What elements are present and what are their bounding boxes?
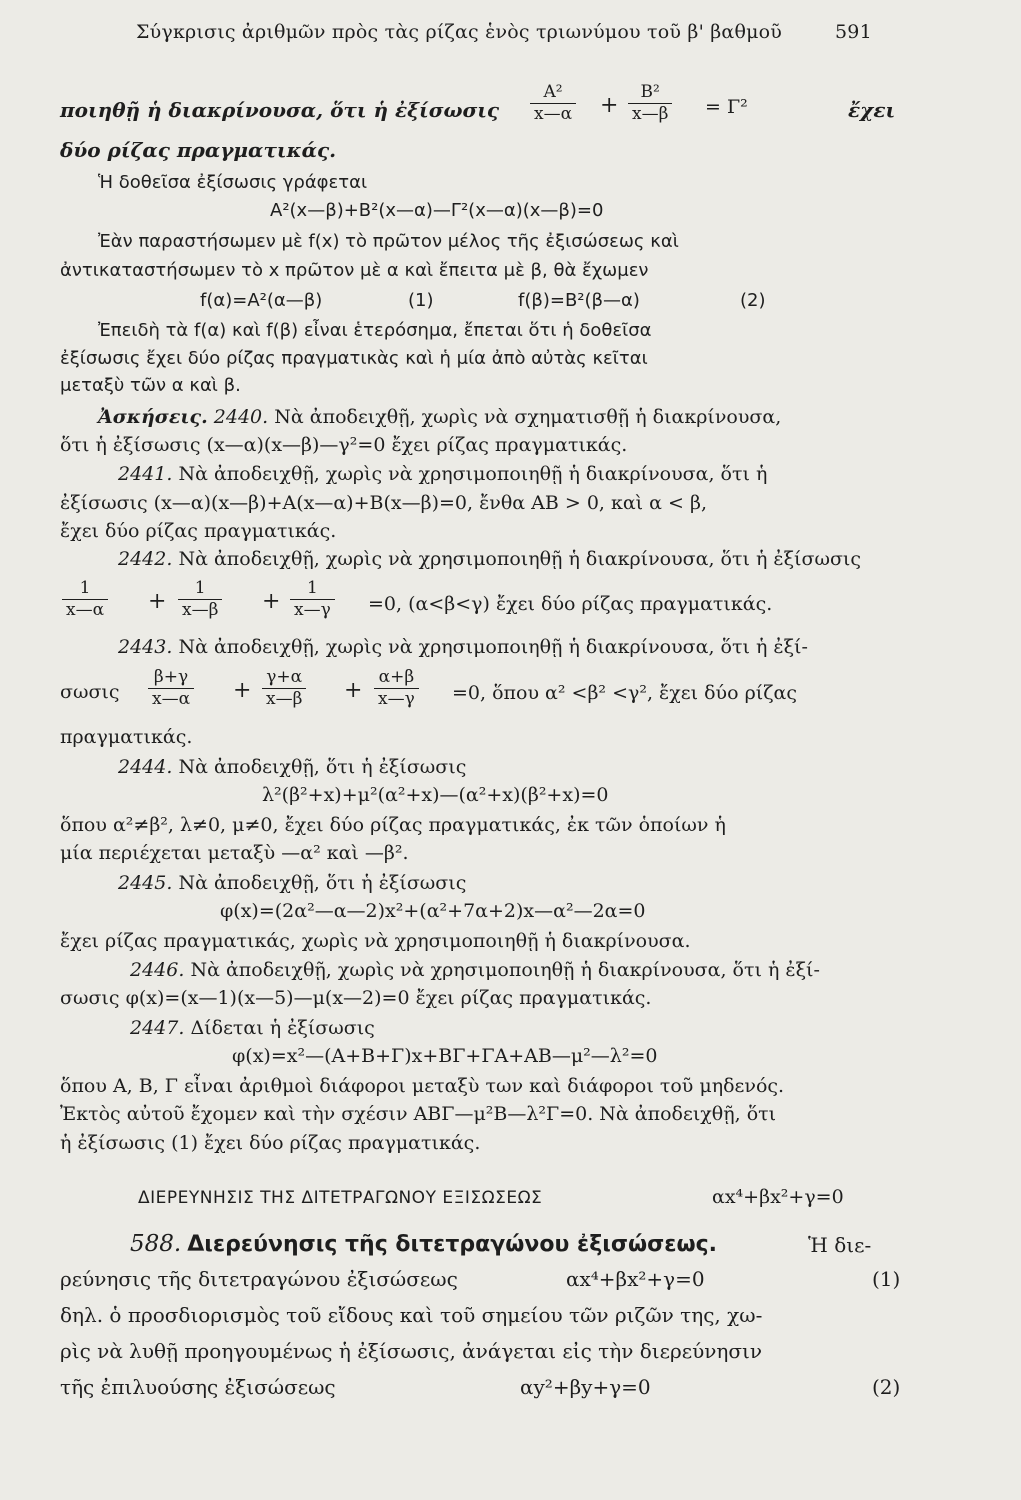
- fraction-denominator: x—α: [148, 688, 194, 710]
- plus-sign: +: [233, 678, 252, 703]
- fraction-numerator: 1: [306, 578, 318, 598]
- fraction-numerator: γ+α: [266, 667, 303, 687]
- proof-line6: μεταξὺ τῶν α καὶ β.: [60, 375, 241, 396]
- exercise-number: 2445.: [118, 872, 173, 894]
- proof-equation2b-tag: (2): [740, 290, 766, 311]
- fraction-numerator: B²: [640, 82, 660, 102]
- intro-lead: ποιηθῇ ἡ διακρίνουσα, ὅτι ἡ ἐξίσωσις: [60, 98, 500, 122]
- proof-equation2a-tag: (1): [408, 290, 434, 311]
- fraction-denominator: x—β: [628, 103, 672, 125]
- fraction-numerator: 1: [194, 578, 206, 598]
- intro-line2: δύο ρίζας πραγματικάς.: [60, 138, 337, 162]
- fraction-denominator: x—β: [262, 688, 306, 710]
- page-number: 591: [835, 21, 872, 43]
- exercise-text: Νὰ ἀποδειχθῇ, χωρὶς νὰ χρησιμοποιηθῇ ἡ διακρίνουσα, ὅτι ἡ: [178, 463, 768, 485]
- exercise-number: 2444.: [118, 756, 173, 778]
- fraction-alpha-beta: [374, 667, 419, 710]
- fraction-denominator: x—α: [530, 103, 576, 125]
- proof-line4: Ἐπειδὴ τὰ f(α) καὶ f(β) εἶναι ἑτερόσημα, ἔπεται ὅτι ἡ δοθεῖσα: [98, 320, 652, 341]
- exercise-2444: [118, 755, 466, 779]
- exercise-number: 2442.: [118, 548, 173, 570]
- fraction-numerator: A²: [543, 82, 563, 102]
- exercise-2445-line3: ἔχει ρίζας πραγματικάς, χωρὶς νὰ χρησιμοποιηθῇ ἡ διακρίνουσα.: [60, 930, 691, 952]
- fraction-a2: [530, 82, 576, 125]
- exercise-2447-line3: ὅπου A, B, Γ εἶναι ἀριθμοὶ διάφοροι μεταξὺ των καὶ διάφοροι τοῦ μηδενός.: [60, 1075, 785, 1097]
- exercise-2447-equation: φ(x)=x²—(A+B+Γ)x+BΓ+ΓA+AB—μ²—λ²=0: [232, 1045, 658, 1067]
- exercise-2443: [118, 635, 808, 659]
- exercise-2441-line2: ἐξίσωσις (x—α)(x—β)+A(x—α)+B(x—β)=0, ἔνθα AB > 0, καὶ α < β,: [60, 492, 708, 514]
- plus-sign: +: [600, 93, 619, 118]
- exercise-text: Νὰ ἀποδειχθῇ, χωρὶς νὰ χρησιμοποιηθῇ ἡ διακρίνουσα, ὅτι ἡ ἐξίσωσις: [178, 548, 862, 570]
- exercise-text: Νὰ ἀποδειχθῇ, χωρὶς νὰ σχηματισθῇ ἡ διακρίνουσα,: [274, 406, 782, 428]
- exercise-2447-line5: ἡ ἐξίσωσις (1) ἔχει δύο ρίζας πραγματικάς.: [60, 1132, 481, 1154]
- section-heading-equation: αx⁴+βx²+γ=0: [712, 1186, 844, 1208]
- exercise-2445-equation: φ(x)=(2α²—α—2)x²+(α²+7α+2)x—α²—2α=0: [220, 900, 646, 922]
- fraction-denominator: x—β: [178, 599, 222, 621]
- proof-line3: ἀντικαταστήσωμεν τὸ x πρῶτον μὲ α καὶ ἔπειτα μὲ β, θὰ ἔχωμεν: [60, 260, 649, 281]
- exercise-2443-sosis: σωσις: [60, 681, 120, 703]
- proof-line1: Ἡ δοθεῖσα ἐξίσωσις γράφεται: [98, 172, 368, 193]
- fraction-denominator: x—γ: [374, 688, 419, 710]
- proof-equation1: A²(x—β)+B²(x—α)—Γ²(x—α)(x—β)=0: [270, 200, 604, 221]
- exercise-2440: [98, 405, 781, 429]
- exercise-number: 2440.: [213, 406, 269, 428]
- fraction-1-over-x-alpha: [62, 578, 108, 621]
- exercise-2444-line3: ὅπου α²≠β², λ≠0, μ≠0, ἔχει δύο ρίζας πραγματικάς, ἐκ τῶν ὁποίων ἡ: [60, 814, 726, 836]
- section-588-heading: [130, 1232, 717, 1257]
- section-588-tag2: (2): [872, 1375, 901, 1399]
- exercise-2447-line4: Ἐκτὸς αὐτοῦ ἔχομεν καὶ τὴν σχέσιν ABΓ—μ²B—λ²Γ=0. Νὰ ἀποδειχθῇ, ὅτι: [60, 1103, 777, 1125]
- exercise-text: Νὰ ἀποδειχθῇ, ὅτι ἡ ἐξίσωσις: [178, 872, 467, 894]
- fraction-b2: [628, 82, 672, 125]
- exercise-number: 2447.: [130, 1017, 185, 1039]
- fraction-1-over-x-gamma: [290, 578, 335, 621]
- plus-sign: +: [344, 678, 363, 703]
- intro-equation-rhs: = Γ²: [705, 96, 748, 118]
- fraction-denominator: x—α: [62, 599, 108, 621]
- section-number: 588.: [130, 1231, 182, 1257]
- exercise-2446: [130, 958, 820, 982]
- exercise-2440-line2: ὅτι ἡ ἐξίσωσις (x—α)(x—β)—γ²=0 ἔχει ρίζας πραγματικάς.: [60, 434, 628, 456]
- section-588-line1-end: Ἡ διε-: [808, 1233, 872, 1257]
- exercise-text: Δίδεται ἡ ἐξίσωσις: [190, 1017, 375, 1039]
- fraction-numerator: 1: [79, 578, 91, 598]
- fraction-beta-gamma: [148, 667, 194, 710]
- proof-equation2b: f(β)=B²(β—α): [518, 290, 640, 311]
- fraction-numerator: β+γ: [153, 667, 189, 687]
- fraction-numerator: α+β: [378, 667, 415, 687]
- exercises-label: Ἀσκήσεις.: [98, 406, 208, 428]
- plus-sign: +: [148, 589, 167, 614]
- exercise-2442: [118, 547, 861, 571]
- exercise-2445: [118, 871, 466, 895]
- exercise-2447: [130, 1016, 375, 1040]
- proof-equation2a: f(α)=A²(α—β): [200, 290, 323, 311]
- exercise-2443-line3: πραγματικάς.: [60, 726, 193, 748]
- section-588-line2: ρεύνησις τῆς διτετραγώνου ἐξισώσεως: [60, 1267, 458, 1291]
- exercise-text: Νὰ ἀποδειχθῇ, ὅτι ἡ ἐξίσωσις: [178, 756, 467, 778]
- proof-line2: Ἐὰν παραστήσωμεν μὲ f(x) τὸ πρῶτον μέλος τῆς ἐξισώσεως καὶ: [98, 231, 679, 252]
- exercise-2443-rest: =0, ὅπου α² <β² <γ², ἔχει δύο ρίζας: [452, 682, 797, 704]
- exercise-2441: [118, 462, 767, 486]
- section-588-equation1: αx⁴+βx²+γ=0: [566, 1267, 705, 1291]
- intro-echei: ἔχει: [848, 98, 896, 122]
- fraction-gamma-alpha: [262, 667, 306, 710]
- section-title: Διερεύνησις τῆς διτετραγώνου ἐξισώσεως.: [187, 1232, 717, 1257]
- section-588-line4: ρὶς νὰ λυθῇ προηγουμένως ἡ ἐξίσωσις, ἀνάγεται εἰς τὴν διερεύνησιν: [60, 1339, 763, 1363]
- exercise-number: 2446.: [130, 959, 185, 981]
- running-title: Σύγκρισις ἀριθμῶν πρὸς τὰς ρίζας ἑνὸς τριωνύμου τοῦ β' βαθμοῦ: [136, 21, 783, 43]
- exercise-2442-rest: =0, (α<β<γ) ἔχει δύο ρίζας πραγματικάς.: [368, 593, 773, 615]
- exercise-2446-line2: σωσις φ(x)=(x—1)(x—5)—μ(x—2)=0 ἔχει ρίζας πραγματικάς.: [60, 987, 652, 1009]
- section-588-equation2: αy²+βy+γ=0: [520, 1375, 651, 1399]
- fraction-denominator: x—γ: [290, 599, 335, 621]
- exercise-text: Νὰ ἀποδειχθῇ, χωρὶς νὰ χρησιμοποιηθῇ ἡ διακρίνουσα, ὅτι ἡ ἐξί-: [178, 636, 808, 658]
- section-588-line5: τῆς ἐπιλυούσης ἐξισώσεως: [60, 1375, 336, 1399]
- exercise-number: 2441.: [118, 463, 173, 485]
- exercise-2441-line3: ἔχει δύο ρίζας πραγματικάς.: [60, 520, 337, 542]
- exercise-text: Νὰ ἀποδειχθῇ, χωρὶς νὰ χρησιμοποιηθῇ ἡ διακρίνουσα, ὅτι ἡ ἐξί-: [190, 959, 820, 981]
- exercise-number: 2443.: [118, 636, 173, 658]
- section-588-tag1: (1): [872, 1267, 901, 1291]
- exercise-2444-equation: λ²(β²+x)+μ²(α²+x)—(α²+x)(β²+x)=0: [262, 784, 609, 806]
- proof-line5: ἐξίσωσις ἔχει δύο ρίζας πραγματικὰς καὶ ἡ μία ἀπὸ αὐτὰς κεῖται: [60, 348, 648, 369]
- section-heading-title: ΔΙΕΡΕΥΝΗΣΙΣ ΤΗΣ ΔΙΤΕΤΡΑΓΩΝΟΥ ΕΞΙΣΩΣΕΩΣ: [138, 1188, 543, 1208]
- exercise-2444-line4: μία περιέχεται μεταξὺ —α² καὶ —β².: [60, 842, 409, 864]
- fraction-1-over-x-beta: [178, 578, 222, 621]
- plus-sign: +: [262, 589, 281, 614]
- section-588-line3: δηλ. ὁ προσδιορισμὸς τοῦ εἴδους καὶ τοῦ σημείου τῶν ριζῶν της, χω-: [60, 1303, 763, 1327]
